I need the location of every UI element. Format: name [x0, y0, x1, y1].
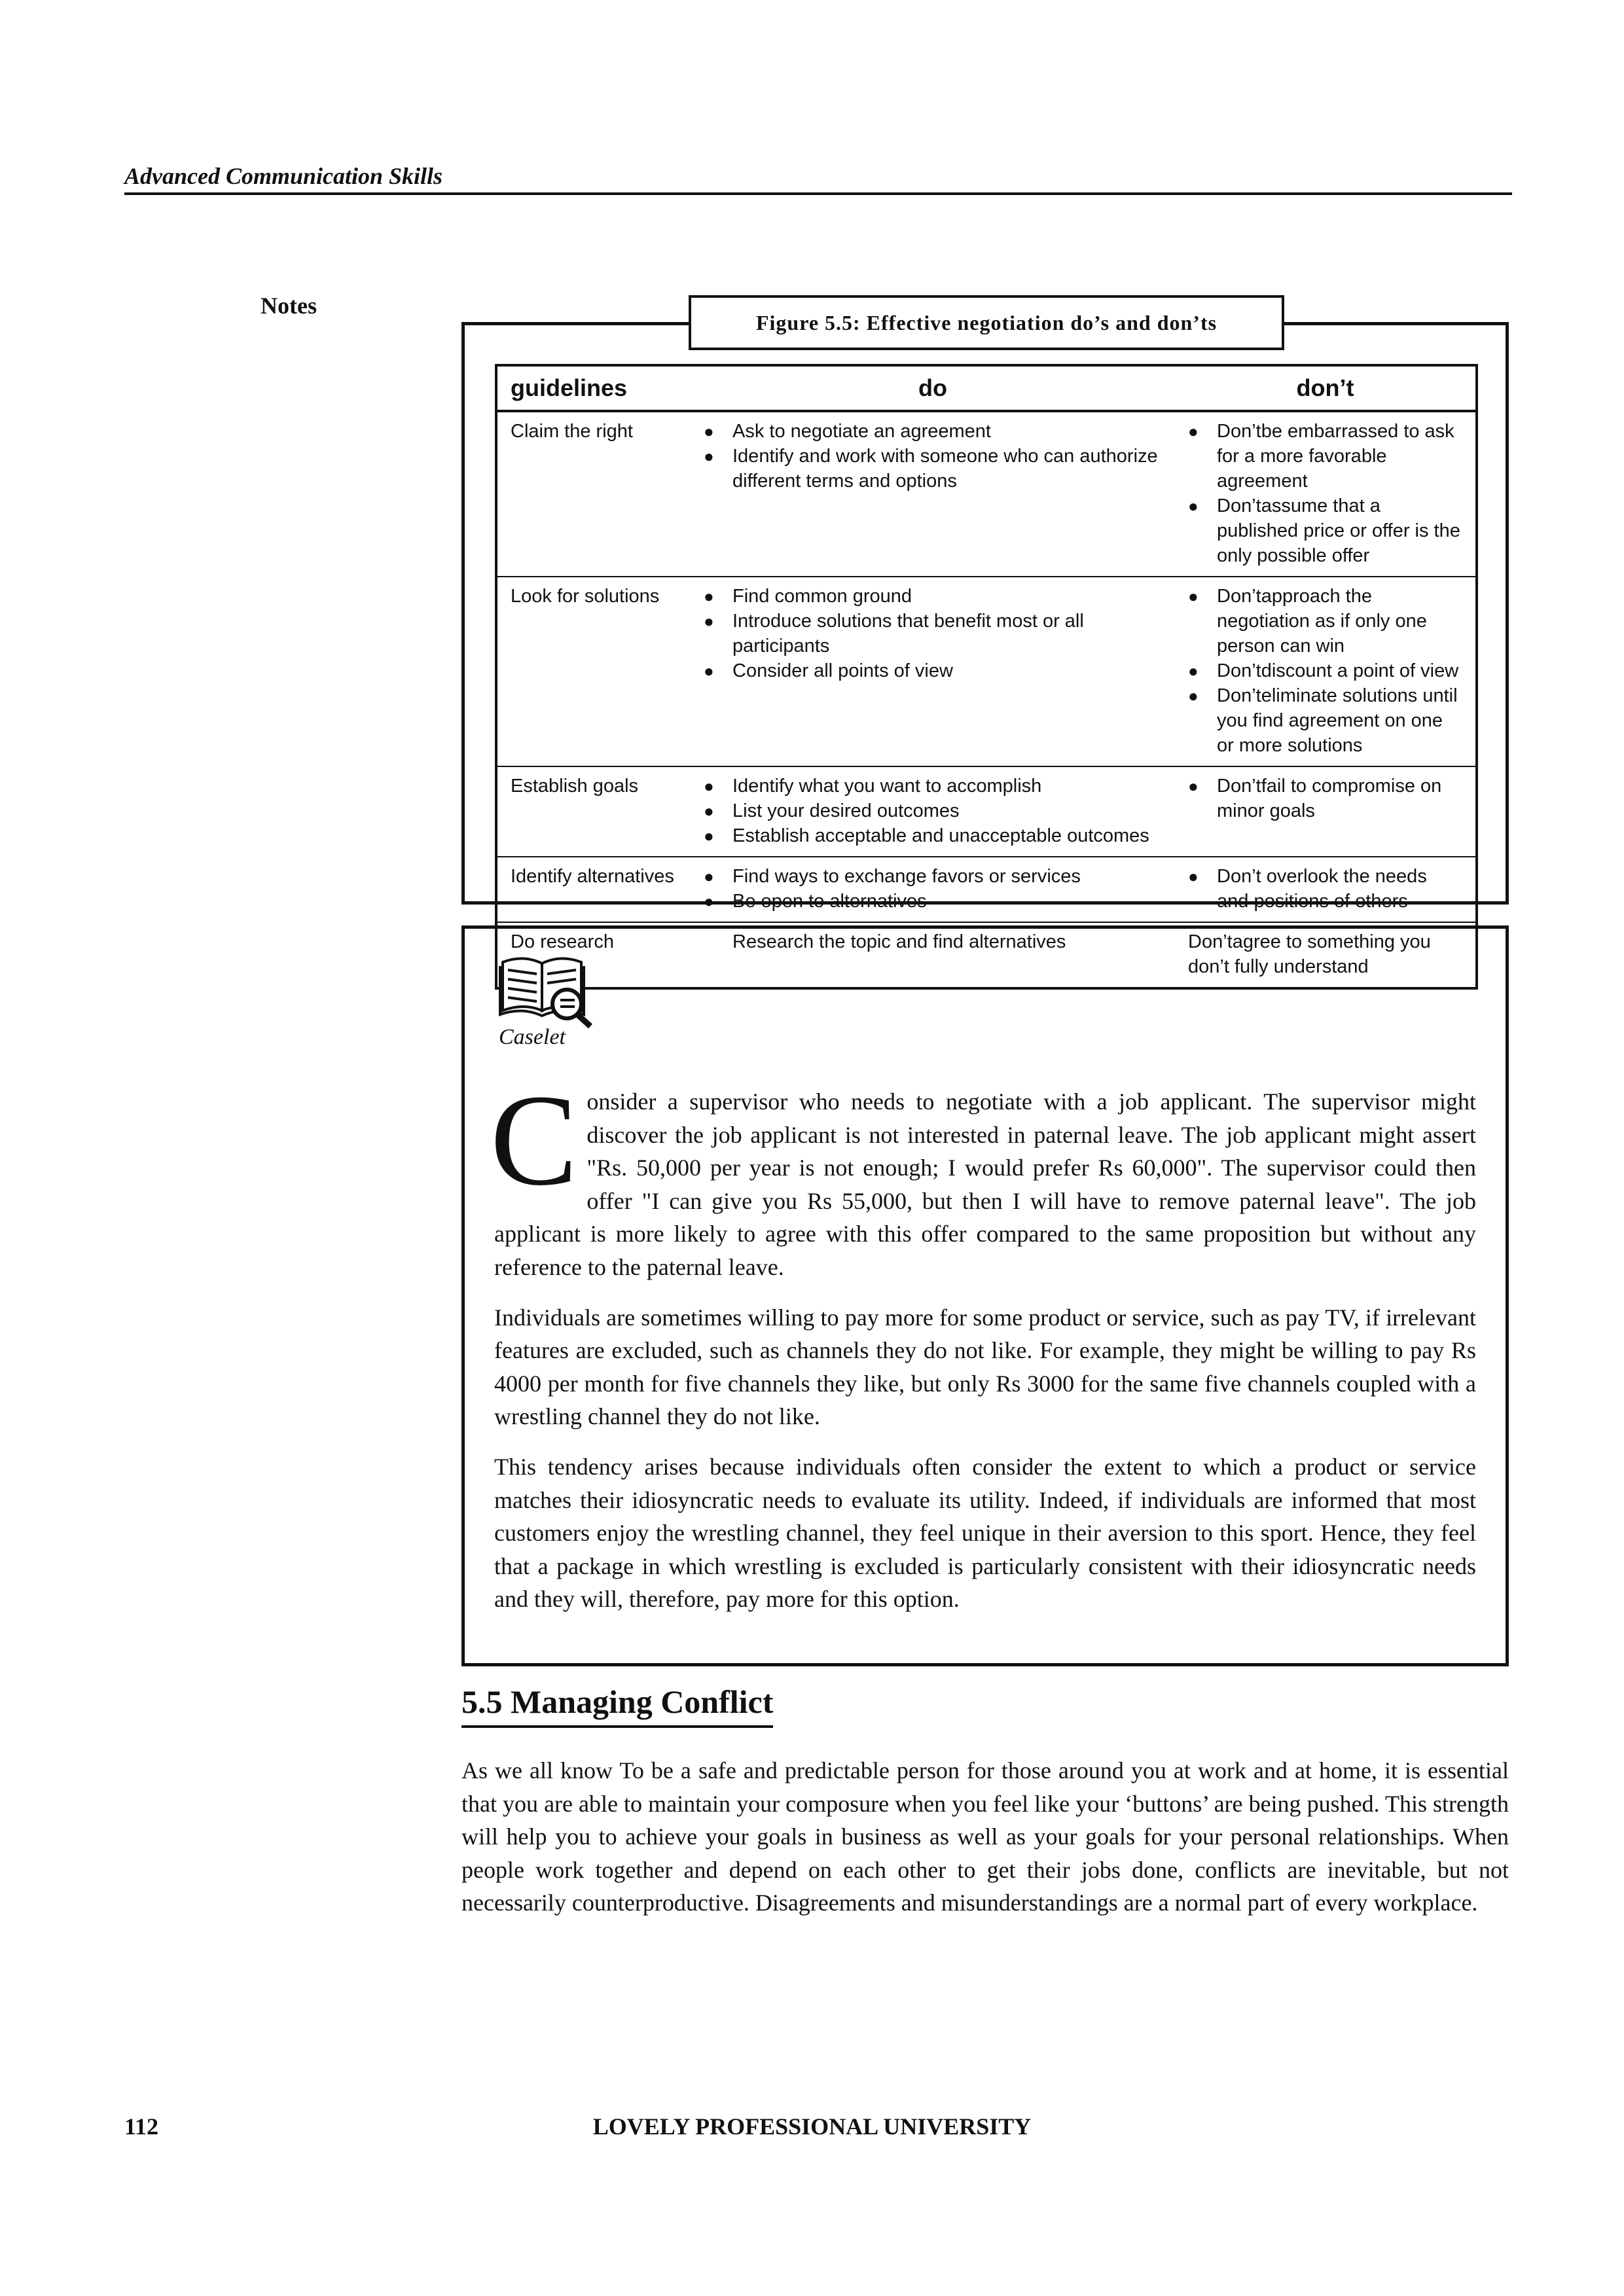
table-row — [496, 766, 1477, 857]
dont-plain: Don’tagree to something you don’t fully understand — [1188, 931, 1431, 977]
table-header-row — [496, 365, 1477, 411]
do-item: ● Establish acceptable and unacceptable outcomes — [704, 823, 1162, 848]
dont-item: ● Don’tbe embarrassed to ask for a more favorable agreement — [1188, 419, 1462, 493]
dont-item: ● Don’tassume that a published price or offer is the only possible offer — [1188, 493, 1462, 568]
guideline-cell: Claim the right — [496, 411, 691, 577]
col-header-dont: don’t — [1175, 365, 1477, 411]
table-row — [496, 577, 1477, 766]
do-item: ● Identify and work with someone who can authorize different terms and options — [704, 444, 1162, 493]
do-item: ● Consider all points of view — [704, 658, 1162, 683]
dont-cell — [1175, 766, 1477, 857]
section-heading: 5.5 Managing Conflict — [461, 1681, 773, 1728]
caselet-paragraph-text: onsider a supervisor who needs to negotiate with a job applicant. The supervisor might discover the job applicant is not interested in paternal leave. The job applicant might assert "Rs. 50,000 per year is not enough; I would prefer Rs 60,000". The supervisor could then offer "I can give you Rs 55,000, but then I will have to remove paternal leave". The job applicant is more likely to agree with this offer compared to the same proposition but without any reference to the paternal leave. — [494, 1088, 1476, 1280]
do-item: ● Introduce solutions that benefit most or all participants — [704, 609, 1162, 658]
do-plain: Research the topic and find alternatives — [732, 931, 1066, 952]
page-number: 112 — [124, 2113, 159, 2140]
dont-cell — [1175, 411, 1477, 577]
dont-item: ● Don’tapproach the negotiation as if only one person can win — [1188, 584, 1462, 658]
do-item: ● List your desired outcomes — [704, 798, 1162, 823]
guideline-cell: Do research — [511, 931, 614, 952]
col-header-guidelines: guidelines — [496, 365, 691, 411]
dropcap: C — [490, 1068, 578, 1213]
do-item: ● Be open to alternatives — [704, 889, 1162, 914]
caselet-paragraph: This tendency arises because individuals often consider the extent to which a product or service matches their idiosyncratic needs to evaluate its utility. Indeed, if individuals are informed that most customers enjoy the wrestling channel, they feel unique in their aversion to this sport. Hence, they feel that a package in which wrestling is excluded is particularly consistent with their idiosyncratic needs and they will, therefore, pay more for this option. — [494, 1453, 1476, 1613]
guideline-cell: Look for solutions — [496, 577, 691, 766]
do-cell — [691, 411, 1175, 577]
caselet-text — [490, 1068, 1476, 1633]
dont-cell — [1175, 577, 1477, 766]
do-cell — [691, 857, 1175, 922]
section-body: As we all know To be a safe and predictable person for those around you at work and at home, it is essential that you are able to maintain your composure when you feel like your ‘buttons’ are being pushed. This strength will help you to achieve your goals in business as well as your goals for your personal relationships. When people work together and depend on each other to get their jobs done, conflicts are inevitable, but not necessarily counterproductive. Disagreements and misunderstandings are a normal part of every workplace. — [461, 1757, 1509, 1916]
dont-item: ● Don’t overlook the needs and positions of others — [1188, 864, 1462, 914]
dont-item: ● Don’tfail to compromise on minor goals — [1188, 774, 1462, 823]
do-item: ● Identify what you want to accomplish — [704, 774, 1162, 798]
guideline-cell: Establish goals — [496, 766, 691, 857]
caselet-paragraph: Individuals are sometimes willing to pay more for some product or service, such as pay TV, if irrelevant features are excluded, such as channels they do not like. For example, they might be willing to pay Rs 4000 per month for five channels they like, but only Rs 3000 for the same five channels coupled with a wrestling channel they do not like. — [494, 1304, 1476, 1430]
table-row — [496, 857, 1477, 922]
dont-item: ● Don’teliminate solutions until you find agreement on one or more solutions — [1188, 683, 1462, 758]
header-rule — [124, 192, 1512, 195]
running-header: Advanced Communication Skills — [124, 163, 443, 189]
book-magnifier-icon — [497, 950, 596, 1029]
figure-caption: Figure 5.5: Effective negotiation do’s and don’ts — [689, 295, 1284, 350]
do-item: ● Ask to negotiate an agreement — [704, 419, 1162, 444]
dont-item: ● Don’tdiscount a point of view — [1188, 658, 1462, 683]
do-cell — [691, 577, 1175, 766]
col-header-do: do — [691, 365, 1175, 411]
do-item: ● Find ways to exchange favors or services — [704, 864, 1162, 889]
guideline-cell: Identify alternatives — [496, 857, 691, 922]
caselet-paragraph — [490, 1068, 1476, 1284]
do-item: ● Find common ground — [704, 584, 1162, 609]
do-cell — [691, 766, 1175, 857]
negotiation-table — [495, 364, 1478, 990]
notes-label: Notes — [261, 293, 317, 319]
table-row — [496, 411, 1477, 577]
caselet-label: Caselet — [499, 1025, 566, 1049]
footer-publisher: LOVELY PROFESSIONAL UNIVERSITY — [592, 2113, 1032, 2140]
dont-cell — [1175, 857, 1477, 922]
